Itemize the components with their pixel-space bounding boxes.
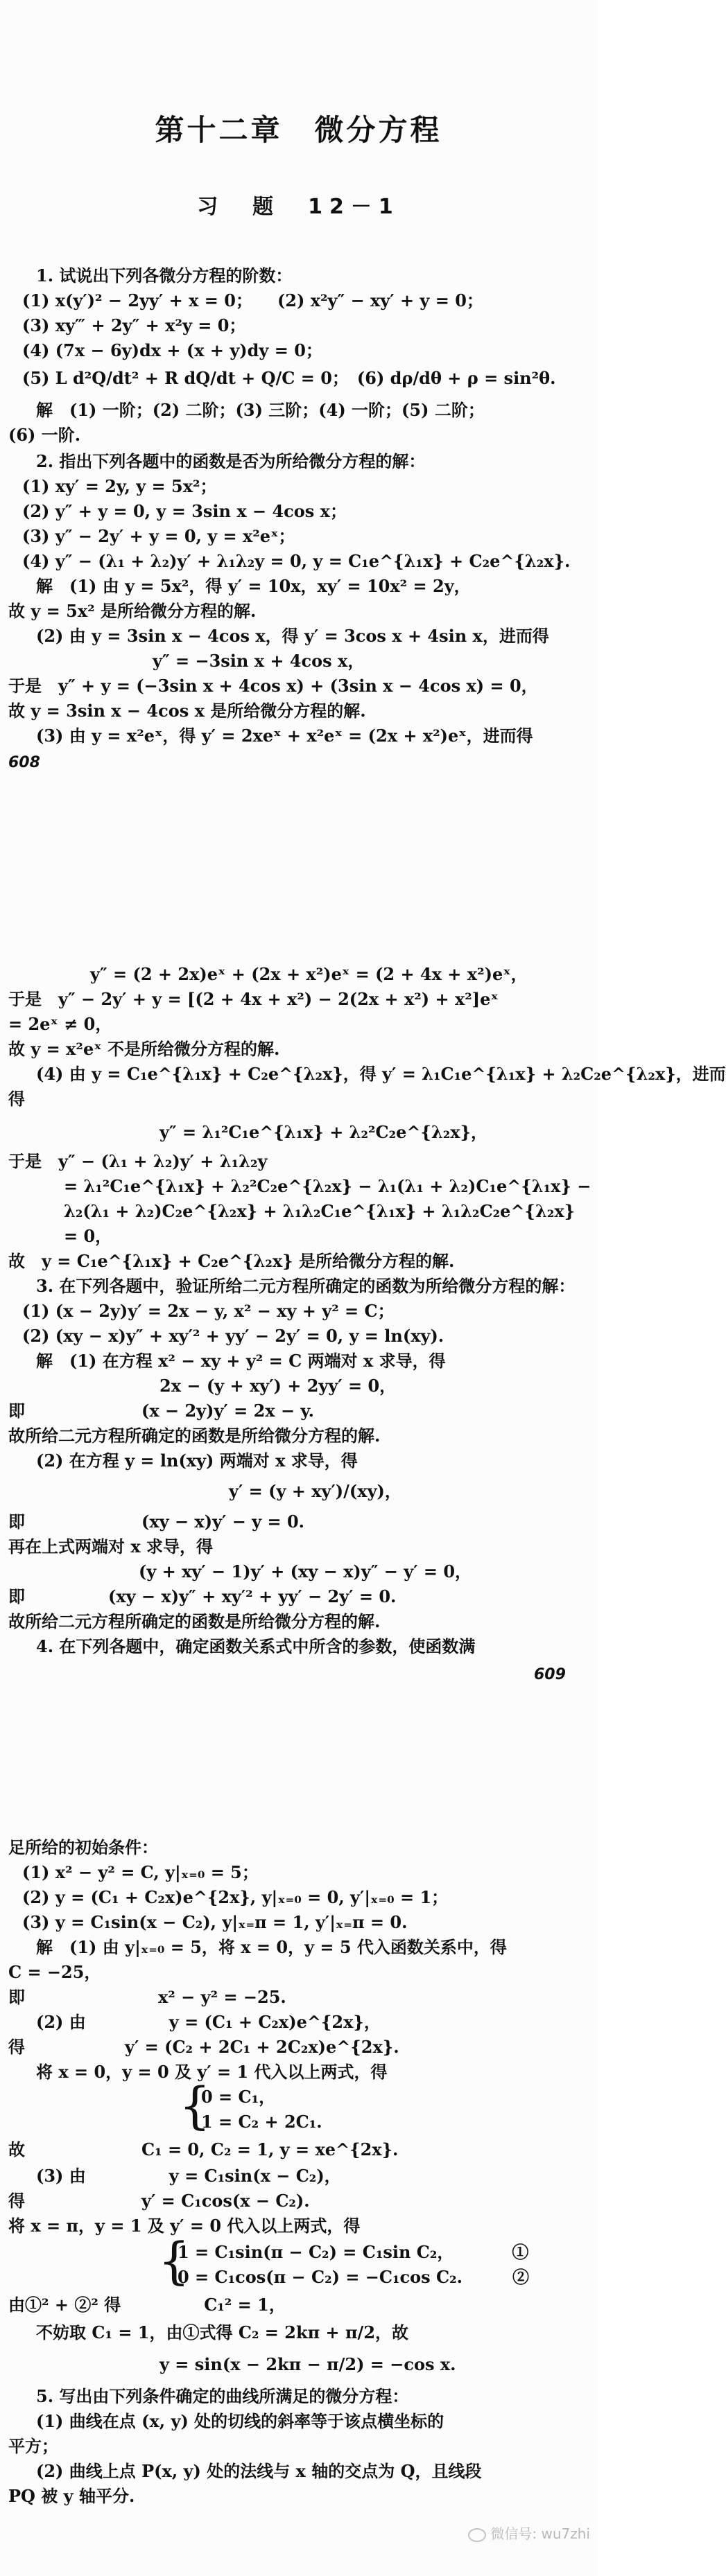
problem-4-item-1: (1) x² − y² = C, y|ₓ₌₀ = 5； [22,1862,259,1882]
solution-4-3-eq-2: 0 = C₁cos(π − C₂) = −C₁cos C₂. ② [178,2267,529,2287]
solution-3-2-conclusion: 故所给二元方程所确定的函数是所给微分方程的解. [8,1611,381,1631]
solution-2-4: (4) 由 y = C₁e^{λ₁x} + C₂e^{λ₂x}，得 y′ = λ₁C₁e^{λ₁x} + λ₂C₂e^{λ₂x}，进而 [36,1064,726,1084]
problem-4-statement-cont: 足所给的初始条件： [8,1837,158,1857]
solution-4-2-substitute: 将 x = 0，y = 0 及 y′ = 1 代入以上两式，得 [36,2062,388,2082]
watermark-text: 微信号: wu7zhi [490,2525,590,2542]
solution-3-2-differentiate: 再在上式两端对 x 求导，得 [8,1536,214,1557]
problem-5-item-1: (1) 曲线在点 (x, y) 处的切线的斜率等于该点横坐标的 [36,2411,444,2431]
problem-2-statement: 2. 指出下列各题中的函数是否为所给微分方程的解： [36,451,426,471]
problem-1-item-3: (3) xy‴ + 2y″ + x²y = 0； [22,315,246,335]
problem-5-item-2-cont: PQ 被 y 轴平分. [8,2486,135,2506]
problem-3-item-2: (2) (xy − x)y″ + xy′² + yy′ − 2y′ = 0, y = ln(xy). [22,1326,444,1346]
page-608 [0,0,597,943]
solution-2-2-conclusion: 故 y = 3sin x − 4cos x 是所给微分方程的解. [8,701,366,721]
solution-4-1: 解 (1) 由 y|ₓ₌₀ = 5，将 x = 0，y = 5 代入函数关系中，得 [36,1937,507,1957]
solution-4-1-result: 即 x² − y² = −25. [8,1987,286,2007]
problem-4-statement: 4. 在下列各题中，确定函数关系式中所含的参数，使函数满 [36,1636,476,1656]
system-brace: { [179,2076,211,2135]
solution-2-3-check: 于是 y″ − 2y′ + y = [(2 + 4x + x²) − 2(2x + x²) + x²]eˣ [8,989,499,1009]
solution-2-4-cont: 得 [8,1089,25,1109]
solution-4-3-square-sum: 由①² + ②² 得 C₁² = 1， [8,2295,286,2315]
solution-3-2-second: (y + xy′ − 1)y′ + (xy − x)y″ − y′ = 0， [139,1561,472,1581]
system-brace: { [158,2232,190,2290]
solution-2-3-conclusion: 故 y = x²eˣ 不是所给微分方程的解. [8,1039,280,1059]
problem-3-statement: 3. 在下列各题中，验证所给二元方程所确定的函数为所给微分方程的解： [36,1276,576,1296]
problem-2-item-4: (4) y″ − (λ₁ + λ₂)y′ + λ₁λ₂y = 0, y = C₁e^{λ₁x} + C₂e^{λ₂x}. [22,551,571,571]
problem-1-item-1-2: (1) x(y′)² − 2yy′ + x = 0； (2) x²y″ − xy′ + y = 0； [22,290,483,310]
solution-4-2-eq-1: 0 = C₁， [201,2087,276,2107]
solution-2-2-check: 于是 y″ + y = (−3sin x + 4cos x) + (3sin x − 4cos x) = 0， [8,676,538,696]
solution-4-3-result: y = sin(x − 2kπ − π/2) = −cos x. [159,2354,456,2374]
solution-2-4-conclusion: 故 y = C₁e^{λ₁x} + C₂e^{λ₂x} 是所给微分方程的解. [8,1251,455,1271]
solution-4-3-derivative: 得 y′ = C₁cos(x − C₂). [8,2191,310,2211]
problem-3-item-1: (1) (x − 2y)y′ = 2x − y, x² − xy + y² = C； [22,1301,395,1321]
solution-2-4-second-derivative: y″ = λ₁²C₁e^{λ₁x} + λ₂²C₂e^{λ₂x}， [159,1122,488,1142]
solution-4-3-choose: 不妨取 C₁ = 1，由①式得 C₂ = 2kπ + π/2，故 [36,2322,409,2342]
solution-4-1-constant: C = −25， [8,1962,101,1982]
solution-2-2: (2) 由 y = 3sin x − 4cos x，得 y′ = 3cos x + 4sin x，进而得 [36,626,549,646]
solution-3-1-derivative: 2x − (y + xy′) + 2yy′ = 0， [159,1376,397,1396]
solution-1: 解 (1) 一阶；(2) 二阶；(3) 三阶；(4) 一阶；(5) 二阶； [36,400,485,420]
solution-2-1: 解 (1) 由 y = 5x²，得 y′ = 10x，xy′ = 10x² = 2y， [36,576,471,596]
solution-4-2: (2) 由 y = (C₁ + C₂x)e^{2x}， [36,2012,381,2032]
solution-2-3-result: = 2eˣ ≠ 0， [8,1014,112,1034]
problem-4-item-3: (3) y = C₁sin(x − C₂), y|ₓ₌π = 1, y′|ₓ₌π = 0. [22,1912,408,1932]
solution-3-1: 解 (1) 在方程 x² − xy + y² = C 两端对 x 求导，得 [36,1351,446,1371]
problem-1-item-5-6: (5) L d²Q/dt² + R dQ/dt + Q/C = 0； (6) dρ/dθ + ρ = sin²θ. [22,368,556,388]
solution-4-2-eq-2: 1 = C₂ + 2C₁. [201,2112,322,2132]
problem-5-statement: 5. 写出由下列条件确定的曲线所满足的微分方程： [36,2386,409,2406]
solution-3-2-result: 即 (xy − x)y′ − y = 0. [8,1512,305,1532]
solution-3-2: (2) 在方程 y = ln(xy) 两端对 x 求导，得 [36,1451,358,1471]
section-title: 习 题 12－1 [197,195,400,219]
solution-1-cont: (6) 一阶. [8,425,81,445]
problem-1-item-4: (4) (7x − 6y)dx + (x + y)dy = 0； [22,340,322,360]
solution-3-1-conclusion: 故所给二元方程所确定的函数是所给微分方程的解. [8,1426,381,1446]
solution-2-4-expand-1: = λ₁²C₁e^{λ₁x} + λ₂²C₂e^{λ₂x} − λ₁(λ₁ + λ₂)C₁e^{λ₁x} − [64,1176,591,1196]
solution-4-3-substitute: 将 x = π，y = 1 及 y′ = 0 代入以上两式，得 [8,2216,361,2236]
chapter-title: 第十二章 微分方程 [155,113,442,147]
page-609 [0,943,726,1781]
solution-2-4-expand-2: λ₂(λ₁ + λ₂)C₂e^{λ₂x} + λ₁λ₂C₁e^{λ₁x} + λ₁λ₂C₂e^{λ₂x} [64,1201,576,1221]
solution-3-1-result: 即 (x − 2y)y′ = 2x − y. [8,1401,314,1421]
problem-1-statement: 1. 试说出下列各微分方程的阶数： [36,265,293,286]
solution-4-2-result: 故 C₁ = 0, C₂ = 1, y = xe^{2x}. [8,2139,399,2159]
wechat-icon [468,2528,486,2542]
problem-2-item-2: (2) y″ + y = 0, y = 3sin x − 4cos x； [22,501,347,521]
solution-3-2-derivative: y′ = (y + xy′)/(xy)， [229,1481,401,1501]
solution-2-2-second-derivative: y″ = −3sin x + 4cos x， [153,651,365,671]
wechat-watermark [468,2523,590,2543]
problem-4-item-2: (2) y = (C₁ + C₂x)e^{2x}, y|ₓ₌₀ = 0, y′|ₓ₌₀ = 1； [22,1887,449,1907]
page-610 [0,1781,597,2576]
problem-5-item-1-cont: 平方； [8,2436,58,2456]
solution-2-4-check: 于是 y″ − (λ₁ + λ₂)y′ + λ₁λ₂y [8,1151,268,1171]
page-number: 608 [8,754,40,771]
solution-3-2-final: 即 (xy − x)y″ + xy′² + yy′ − 2y′ = 0. [8,1586,397,1606]
problem-2-item-3: (3) y″ − 2y′ + y = 0, y = x²eˣ； [22,526,295,546]
solution-2-3-second-derivative: y″ = (2 + 2x)eˣ + (2x + x²)eˣ = (2 + 4x + x²)eˣ， [90,964,528,984]
problem-2-item-1: (1) xy′ = 2y, y = 5x²； [22,476,217,496]
solution-4-2-derivative: 得 y′ = (C₂ + 2C₁ + 2C₂x)e^{2x}. [8,2037,399,2057]
solution-2-4-result: = 0， [64,1226,112,1246]
solution-2-3: (3) 由 y = x²eˣ，得 y′ = 2xeˣ + x²eˣ = (2x + x²)eˣ，进而得 [36,726,533,746]
problem-5-item-2: (2) 曲线上点 P(x, y) 处的法线与 x 轴的交点为 Q，且线段 [36,2461,482,2481]
solution-2-1-conclusion: 故 y = 5x² 是所给微分方程的解. [8,601,257,621]
page-number: 609 [534,1666,566,1683]
solution-4-3: (3) 由 y = C₁sin(x − C₂)， [36,2166,341,2186]
solution-4-3-eq-1: 1 = C₁sin(π − C₂) = C₁sin C₂， ① [178,2242,529,2262]
